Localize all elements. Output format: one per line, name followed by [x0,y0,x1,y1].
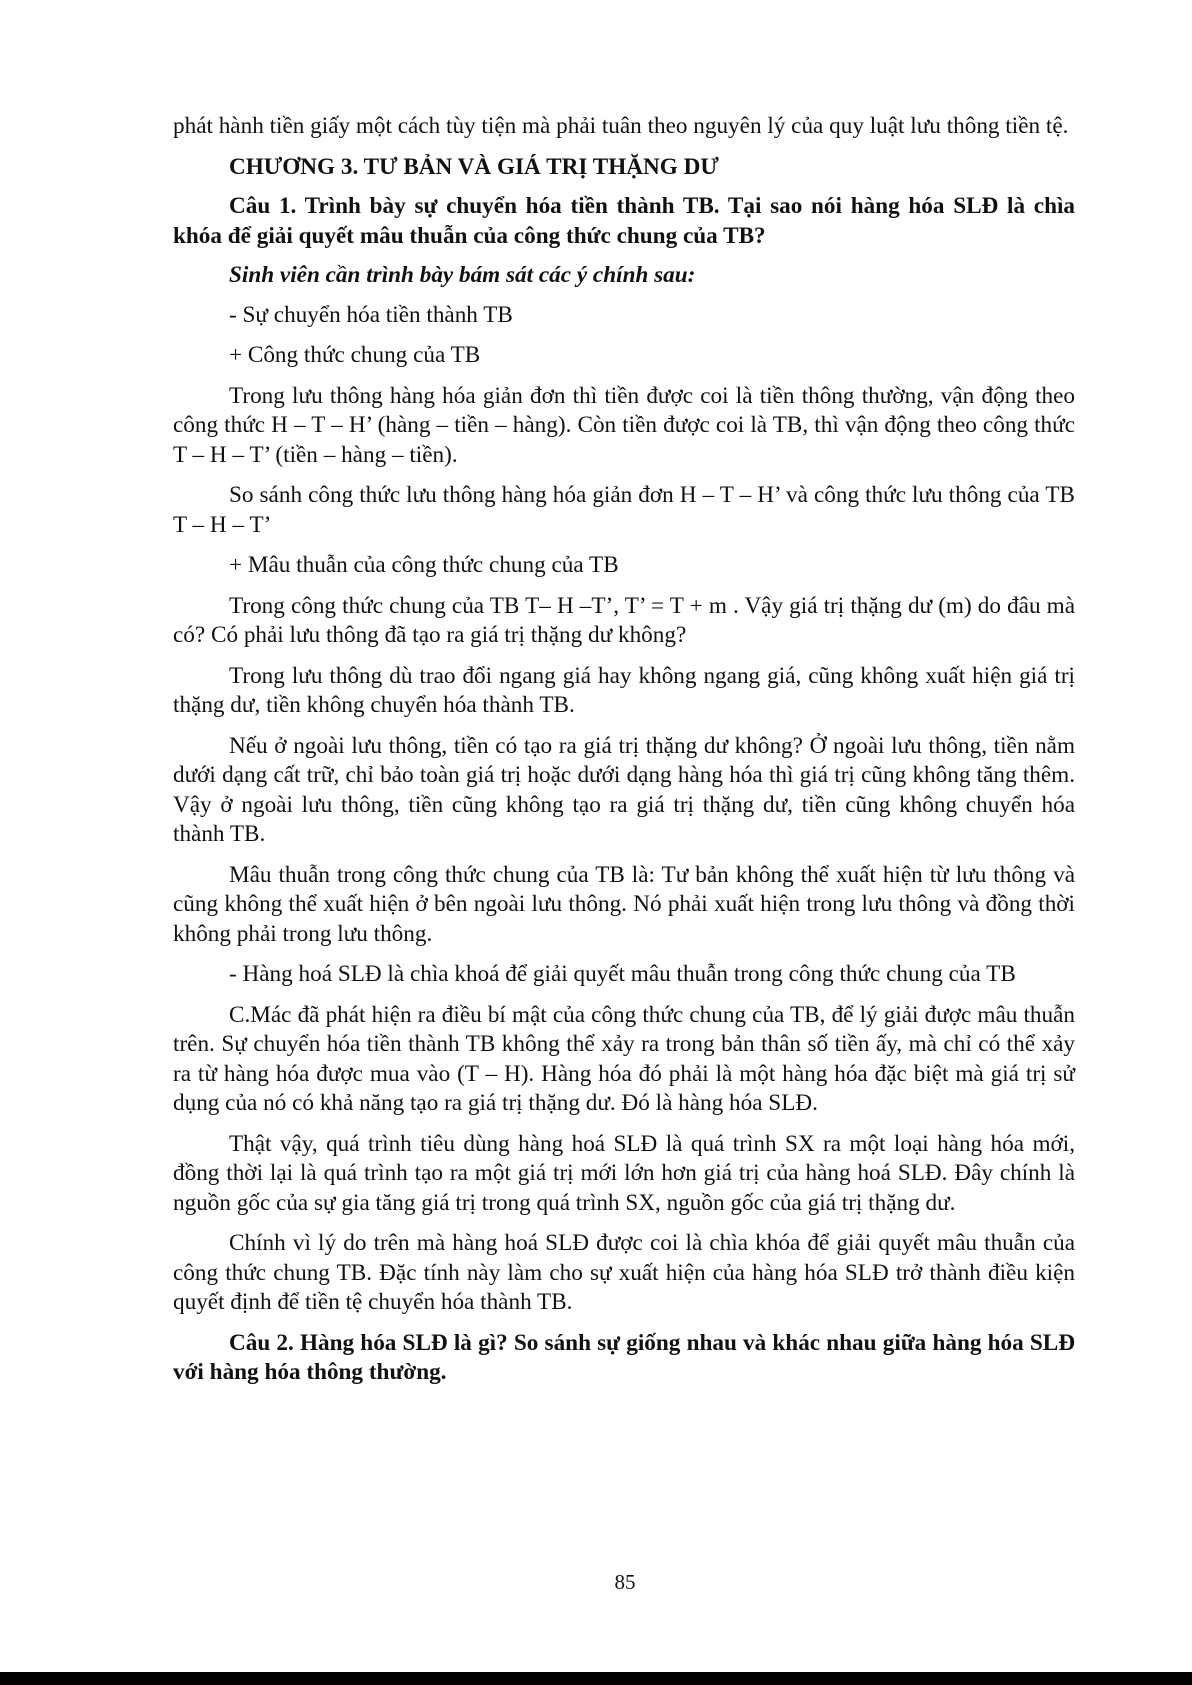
paragraph: So sánh công thức lưu thông hàng hóa giản đơn H – T – H’ và công thức lưu thông của TB T – H – T’ [173,482,1075,538]
paragraph: Thật vậy, quá trình tiêu dùng hàng hoá SLĐ là quá trình SX ra một loại hàng hóa mới, đồng thời lại là quá trình tạo ra một giá trị mới lớn hơn giá trị của hàng hoá SLĐ. Đây chính là nguồn gốc của sự gia tăng giá trị trong quá trình SX, nguồn gốc của giá trị thặng dư. [173,1130,1075,1216]
paragraph: Trong lưu thông hàng hóa giản đơn thì tiền được coi là tiền thông thường, vận động theo công thức H – T – H’ (hàng – tiền – hàng). Còn tiền được coi là TB, thì vận động theo công thức T – H – T’ (tiền – hàng – tiền). [173,382,1075,468]
paragraph: Trong lưu thông dù trao đổi ngang giá hay không ngang giá, cũng không xuất hiện giá trị thặng dư, tiền không chuyển hóa thành TB. [173,662,1075,718]
paragraph: Chính vì lý do trên mà hàng hoá SLĐ được coi là chìa khóa để giải quyết mâu thuẫn của công thức chung TB. Đặc tính này làm cho sự xuất hiện của hàng hóa SLĐ trở thành điều kiện quyết định để tiền tệ chuyển hóa thành TB. [173,1230,1075,1315]
paragraph: + Mâu thuẫn của công thức chung của TB [229,552,619,578]
paragraph: Mâu thuẫn trong công thức chung của TB là: Tư bản không thể xuất hiện từ lưu thông và cũng không thể xuất hiện ở bên ngoài lưu thông. Nó phải xuất hiện trong lưu thông và đồng thời không phải trong lưu thông. [173,861,1075,947]
guide-line: Sinh viên cần trình bày bám sát các ý chính sau: [229,262,696,288]
paragraph: Trong công thức chung của TB T– H –T’, T’ = T + m . Vậy giá trị thặng dư (m) do đâu mà có? Có phải lưu thông đã tạo ra giá trị thặng dư không? [173,592,1075,648]
paragraph: Nếu ở ngoài lưu thông, tiền có tạo ra giá trị thặng dư không? Ở ngoài lưu thông, tiền nằm dưới dạng cất trữ, chỉ bảo toàn giá trị hoặc dưới dạng hàng hóa thì giá trị cũng không tăng thêm. Vậy ở ngoài lưu thông, tiền cũng không tạo ra giá trị thặng dư, tiền cũng không chuyển hóa thành TB. [173,732,1075,847]
question-2: Câu 2. Hàng hóa SLĐ là gì? So sánh sự giống nhau và khác nhau giữa hàng hóa SLĐ với hàng hóa thông thường. [173,1329,1075,1385]
paragraph: C.Mác đã phát hiện ra điều bí mật của công thức chung của TB, để lý giải được mâu thuẫn trên. Sự chuyển hóa tiền thành TB không thể xảy ra trong bản thân số tiền ấy, mà chỉ có thể xảy ra từ hàng hóa được mua vào (T – H). Hàng hóa đó phải là một hàng hóa đặc biệt mà giá trị sử dụng của nó có khả năng tạo ra giá trị thặng dư. Đó là hàng hóa SLĐ. [173,1001,1075,1116]
document-page [173,112,1075,1398]
paragraph: - Hàng hoá SLĐ là chìa khoá để giải quyết mâu thuẫn trong công thức chung của TB [229,961,1016,987]
bottom-border [0,1672,1192,1685]
paragraph: + Công thức chung của TB [229,342,481,368]
paragraph: - Sự chuyển hóa tiền thành TB [229,301,513,328]
chapter-title: CHƯƠNG 3. TƯ BẢN VÀ GIÁ TRỊ THẶNG DƯ [229,153,719,180]
question-1: Câu 1. Trình bày sự chuyển hóa tiền thành TB. Tại sao nói hàng hóa SLĐ là chìa khóa để giải quyết mâu thuẫn của công thức chung của TB? [173,193,1075,249]
page-number: 85 [614,1570,636,1594]
intro-paragraph: phát hành tiền giấy một cách tùy tiện mà phải tuân theo nguyên lý của quy luật lưu thông tiền tệ. [173,113,1069,139]
